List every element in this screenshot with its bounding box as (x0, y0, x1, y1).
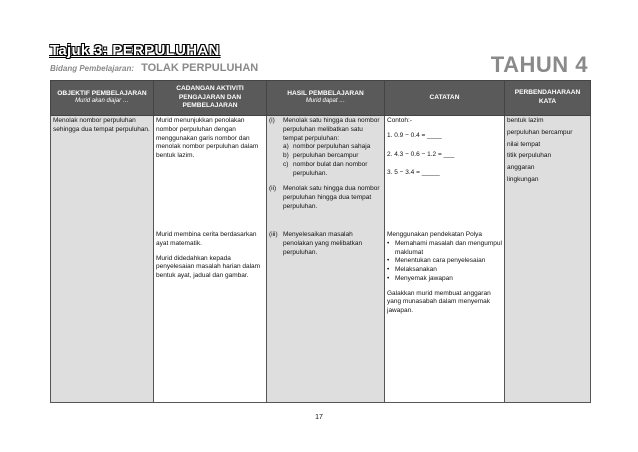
objektif-cell: Menolak nombor perpuluhan sehingga dua tempat perpuluhan. (51, 116, 154, 231)
catatan-end: Galakkan murid membuat anggaran yang munasabah dalam menyemak jawapan. (387, 289, 491, 315)
hasil-iii-text: Menyelesaikan masalah penolakan yang melibatkan perpuluhan. (283, 231, 363, 256)
hasil-cell (267, 116, 385, 231)
bidang-value: TOLAK PERPULUHAN (141, 62, 259, 74)
perbendaharaan-cell (505, 116, 591, 403)
hasil-i-b-num: b) (283, 152, 289, 160)
cadangan-cell (154, 230, 267, 403)
tahun-label: TAHUN 4 (490, 52, 588, 77)
table-row (51, 116, 591, 231)
vocab-item: titik perpuluhan (507, 152, 552, 160)
vocab-item: nilai tempat (507, 140, 541, 148)
catatan-title: Contoh:- (387, 117, 412, 124)
catatan-intro: Menggunakan pendekatan Polya (387, 231, 483, 238)
hasil-i-c: nombor bulat dan nombor perpuluhan. (293, 160, 368, 177)
list-item: • Menyemak jawapan (387, 274, 453, 282)
table-header-row (51, 81, 591, 116)
hasil-ii-num: (ii) (269, 185, 277, 193)
page-number: 17 (315, 414, 323, 421)
list-item: • Melaksanakan (387, 266, 437, 274)
hasil-i-a: nombor perpuluhan sahaja (293, 143, 371, 151)
list-item: • Menentukan cara penyelesaian (387, 257, 486, 265)
page-title: Tajuk 3: PERPULUHAN (50, 42, 220, 59)
hasil-i-text: Menolak satu hingga dua nombor perpuluhan melibatkan satu tempat perpuluhan: (283, 117, 380, 142)
catatan-example-1: 1. 0.9 − 0.4 = ____ (387, 131, 442, 139)
list-item: • Memahami masalah dan mengumpul maklumat (387, 239, 502, 256)
catatan-example-3: 3. 5 − 3.4 = _____ (387, 169, 440, 177)
catatan-example-2: 2. 4.3 − 0.6 − 1.2 = ___ (387, 150, 455, 158)
vocab-item: anggaran (507, 164, 535, 172)
header-objektif-sub: Murid akan diajar … (75, 98, 129, 105)
header-hasil-sub: Murid dapat … (305, 98, 346, 105)
catatan-cell (385, 116, 505, 231)
catatan-cell (385, 230, 505, 403)
vocab-item: lingkungan (507, 175, 539, 183)
cadangan-text-2: Murid didedahkan kepada penyelesaian masalah harian dalam bentuk ayat, jadual dan gambar. (156, 254, 261, 280)
hasil-i-num: (i) (269, 117, 275, 124)
bidang-pembelajaran (50, 62, 258, 74)
header-cadangan: CADANGAN AKTIVITI PENGAJARAN DAN PEMBELAJARAN (154, 81, 267, 116)
hasil-i-c-num: c) (283, 160, 289, 168)
vocab-item: perpuluhan bercampur (507, 128, 573, 136)
bidang-label: Bidang Pembelajaran: (50, 64, 135, 73)
hasil-cell (267, 230, 385, 403)
cadangan-text-1: Murid membina cerita berdasarkan ayat matematik. (156, 231, 257, 247)
cadangan-cell: Murid menunjukkan penolakan nombor perpuluhan dengan menggunakan garis nombor dan menolak nombor perpuluhan dalam bentuk lazim. (154, 116, 267, 231)
header-hasil: HASIL PEMBELAJARAN Murid dapat … (267, 81, 385, 116)
syllabus-table (50, 80, 591, 403)
header-catatan: CATATAN (385, 81, 505, 116)
hasil-ii-text: Menolak satu hingga dua nombor perpuluhan hingga dua tempat perpuluhan. (283, 185, 380, 210)
hasil-i-a-num: a) (283, 143, 289, 151)
hasil-iii-num: (iii) (269, 231, 278, 238)
header-objektif: OBJEKTIF PEMBELAJARAN Murid akan diajar … (51, 81, 154, 116)
objektif-cell-empty (51, 230, 154, 403)
header-perbendaharaan: PERBENDAHARAAN KATA (505, 81, 591, 116)
hasil-i-b: perpuluhan bercampur (293, 152, 359, 160)
vocab-item: bentuk lazim (507, 117, 544, 124)
